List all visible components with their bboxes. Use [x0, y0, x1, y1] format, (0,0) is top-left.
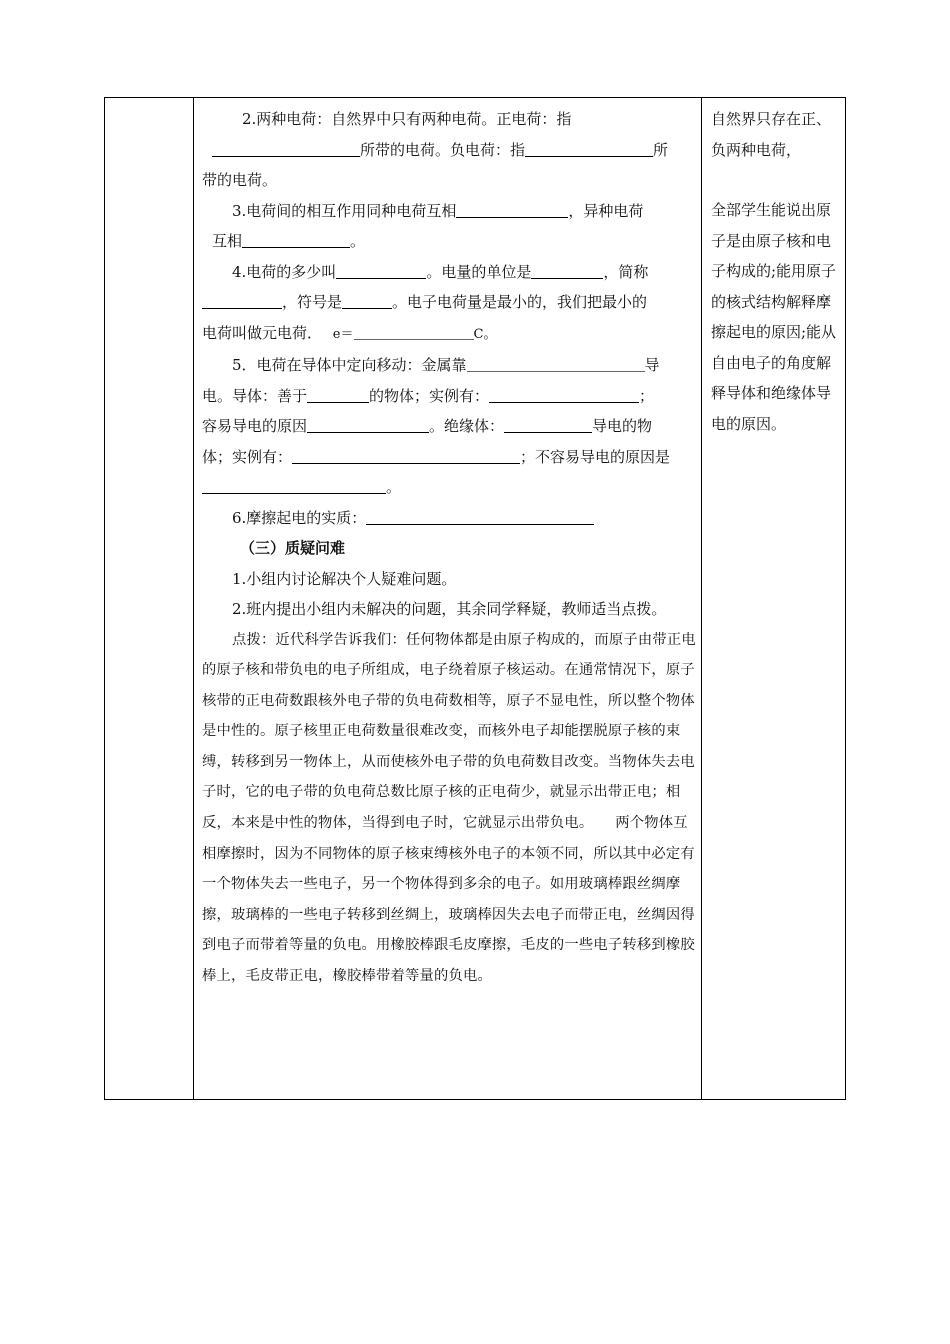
blank[interactable] — [212, 140, 360, 157]
teacher-note: 点拨：近代科学告诉我们：任何物体都是由原子构成的，而原子由带正电的原子核和带负电的电子所组成，电子绕着原子核运动。在通常情况下，原子核带的正电荷数跟核外电子带的负电荷数相等，原子不显电性，所以整个物体是中性的。原子核里正电荷数量很难改变，而核外电子却能摆脱原子核的束缚，转移到另一物体上，从而使核外电子带的负电荷数目改变。当物体失去电子时，它的电子带的负电荷总数比原子核的正电荷少，就显示出带正电；相反，本来是中性的物体，当得到电子时，它就显示出带负电。 两个物体互相摩擦时，因为不同物体的原子核束缚核外电子的本领不同，所以其中必定有一个物体失去一些电子，另一个物体得到多余的电子。如用玻璃棒跟丝绸摩擦，玻璃棒的一些电子转移到丝绸上，玻璃棒因失去电子而带正电，丝绸因得到电子而带着等量的负电。用橡胶棒跟毛皮摩擦，毛皮的一些电子转移到橡胶棒上，毛皮带正电，橡胶棒带着等量的负电。 — [202, 631, 696, 985]
item-5-cont2: 容易导电的原因 。绝缘体： 导电的物 — [202, 417, 653, 435]
item-4-cont: ，符号是 。电子电荷量是最小的，我们把最小的 — [202, 287, 696, 318]
blank[interactable] — [489, 386, 639, 403]
item-2-cont: 所带的电荷。负电荷：指 所 — [202, 135, 696, 166]
blank[interactable] — [336, 262, 426, 279]
item-5-end: 。 — [202, 472, 696, 503]
spacer — [711, 165, 843, 195]
question-1: 1.小组内讨论解决个人疑难问题。 — [232, 569, 457, 588]
item-4: 4.电荷的多少叫 。电量的单位是 ，简称 — [232, 262, 649, 281]
item-5-cont1: 电。导体：善于 的物体；实例有： ； — [202, 386, 655, 405]
main-content-cell — [202, 104, 696, 992]
blank[interactable] — [342, 292, 392, 309]
column-divider-right — [701, 98, 702, 1099]
blank[interactable] — [366, 508, 594, 525]
item-2-end: 带的电荷。 — [202, 171, 278, 189]
blank[interactable] — [292, 447, 520, 464]
question-2: 2.班内提出小组内未解决的问题，其余同学释疑，教师适当点拨。 — [232, 600, 667, 618]
blank[interactable] — [307, 386, 369, 403]
item-3-cont: 互相 。 — [212, 232, 366, 250]
blank[interactable] — [307, 416, 429, 433]
item-5: 5．电荷在导体中定向移动：金属靠 导 — [232, 356, 660, 374]
blank[interactable] — [456, 201, 568, 218]
item-4-end: 电荷叫做元电荷． e＝ C。 — [202, 323, 497, 342]
objective-1: 自然界只存在正、负两种电荷， — [711, 110, 832, 159]
blank[interactable] — [531, 262, 603, 279]
item-2: 2.两种电荷：自然界中只有两种电荷。正电荷：指 — [242, 110, 572, 128]
item-3: 3.电荷间的相互作用同种电荷互相 ，异种电荷 — [232, 201, 644, 220]
blank[interactable] — [242, 231, 350, 248]
item-5-cont3: 体；实例有： ；不容易导电的原因是 — [202, 447, 671, 466]
objective-2: 全部学生能说出原子是由原子核和电子构成的;能用原子的核式结构解释摩擦起电的原因;能从自由电子的角度解释导体和绝缘体导电的原因。 — [711, 201, 837, 433]
blank[interactable] — [202, 477, 386, 494]
objectives-cell — [711, 104, 843, 439]
blank[interactable] — [525, 140, 653, 157]
blank[interactable] — [467, 355, 645, 372]
item-6: 6.摩擦起电的实质： — [202, 503, 696, 534]
section-title: （三）质疑问难 — [240, 539, 346, 557]
blank[interactable] — [504, 416, 592, 433]
blank[interactable] — [202, 292, 282, 309]
lesson-table — [104, 97, 846, 1100]
column-divider-left — [193, 98, 194, 1099]
blank[interactable] — [354, 323, 474, 340]
